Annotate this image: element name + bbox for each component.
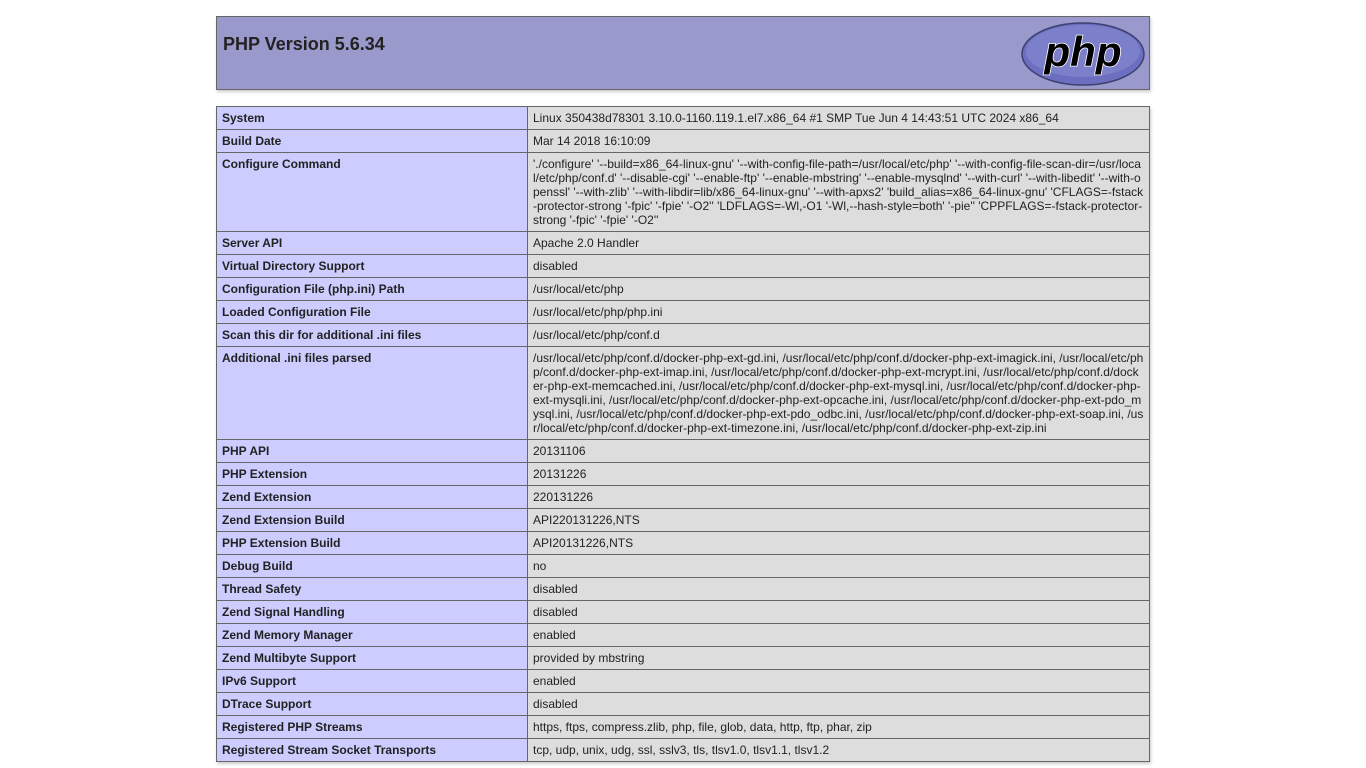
row-value: './configure' '--build=x86_64-linux-gnu' '--with-config-file-path=/usr/local/etc/php' '--with-config-file-scan-dir=/usr/local/etc/php/conf.d' '--disable-cgi' '--enable-ftp' '--enable-mbstring' '--enable-mysqlnd' '--with-curl' '--with-libedit' '--with-openssl' '--with-zlib' '--with-libdir=lib/x86_64-linux-gnu' '--with-apxs2' 'build_alias=x86_64-linux-gnu' 'CFLAGS=-fstack-protector-strong '-fpic' '-fpie' '-O2'' 'LDFLAGS=-Wl,-O1 '-Wl,--hash-style=both' '-pie'' 'CPPFLAGS=-fstack-protector-strong '-fpic' '-fpie' '-O2'' (528, 153, 1150, 232)
row-label: Scan this dir for additional .ini files (217, 324, 528, 347)
row-value: 20131106 (528, 440, 1150, 463)
row-value: /usr/local/etc/php/conf.d (528, 324, 1150, 347)
phpinfo-container (216, 16, 1150, 757)
row-label: PHP API (217, 440, 528, 463)
row-label: Zend Memory Manager (217, 624, 528, 647)
row-label: IPv6 Support (217, 670, 528, 693)
row-value: enabled (528, 670, 1150, 693)
table-row (217, 739, 1150, 762)
row-value: disabled (528, 601, 1150, 624)
table-row (217, 347, 1150, 440)
row-label: Additional .ini files parsed (217, 347, 528, 440)
table-row (217, 693, 1150, 716)
row-value: /usr/local/etc/php (528, 278, 1150, 301)
table-row (217, 716, 1150, 739)
row-label: Loaded Configuration File (217, 301, 528, 324)
row-label: Zend Extension Build (217, 509, 528, 532)
row-value: disabled (528, 578, 1150, 601)
php-logo-link[interactable] (1021, 21, 1145, 87)
row-value: Mar 14 2018 16:10:09 (528, 130, 1150, 153)
row-label: PHP Extension Build (217, 532, 528, 555)
row-value: enabled (528, 624, 1150, 647)
row-label: Configure Command (217, 153, 528, 232)
row-value: https, ftps, compress.zlib, php, file, glob, data, http, ftp, phar, zip (528, 716, 1150, 739)
row-value: /usr/local/etc/php/php.ini (528, 301, 1150, 324)
row-label: Registered PHP Streams (217, 716, 528, 739)
row-value: API220131226,NTS (528, 509, 1150, 532)
row-label: Thread Safety (217, 578, 528, 601)
row-label: Configuration File (php.ini) Path (217, 278, 528, 301)
row-label: Zend Extension (217, 486, 528, 509)
table-row (217, 107, 1150, 130)
table-row (217, 532, 1150, 555)
php-logo-text: php (1044, 28, 1122, 75)
row-value: provided by mbstring (528, 647, 1150, 670)
table-row (217, 601, 1150, 624)
row-value: API20131226,NTS (528, 532, 1150, 555)
table-row (217, 624, 1150, 647)
row-value: Linux 350438d78301 3.10.0-1160.119.1.el7.x86_64 #1 SMP Tue Jun 4 14:43:51 UTC 2024 x86_64 (528, 107, 1150, 130)
table-row (217, 440, 1150, 463)
row-label: PHP Extension (217, 463, 528, 486)
row-label: Virtual Directory Support (217, 255, 528, 278)
table-row (217, 463, 1150, 486)
table-row (217, 301, 1150, 324)
row-label: Build Date (217, 130, 528, 153)
table-row (217, 255, 1150, 278)
table-row (217, 232, 1150, 255)
table-row (217, 486, 1150, 509)
version-header (216, 16, 1150, 90)
row-value: no (528, 555, 1150, 578)
table-row (217, 670, 1150, 693)
table-row (217, 555, 1150, 578)
row-value: Apache 2.0 Handler (528, 232, 1150, 255)
row-value: tcp, udp, unix, udg, ssl, sslv3, tls, tlsv1.0, tlsv1.1, tlsv1.2 (528, 739, 1150, 762)
page-title: PHP Version 5.6.34 (223, 34, 385, 54)
row-label: System (217, 107, 528, 130)
row-label: DTrace Support (217, 693, 528, 716)
row-label: Zend Multibyte Support (217, 647, 528, 670)
row-label: Registered Stream Socket Transports (217, 739, 528, 762)
table-row (217, 130, 1150, 153)
table-row (217, 647, 1150, 670)
table-row (217, 153, 1150, 232)
row-value: 220131226 (528, 486, 1150, 509)
row-label: Zend Signal Handling (217, 601, 528, 624)
row-value: disabled (528, 255, 1150, 278)
table-row (217, 578, 1150, 601)
table-row (217, 278, 1150, 301)
row-value: /usr/local/etc/php/conf.d/docker-php-ext-gd.ini, /usr/local/etc/php/conf.d/docker-php-ext-imagick.ini, /usr/local/etc/php/conf.d/docker-php-ext-imap.ini, /usr/local/etc/php/conf.d/docker-php-ext-mcrypt.ini, /usr/local/etc/php/conf.d/docker-php-ext-memcached.ini, /usr/local/etc/php/conf.d/docker-php-ext-mysql.ini, /usr/local/etc/php/conf.d/docker-php-ext-mysqli.ini, /usr/local/etc/php/conf.d/docker-php-ext-opcache.ini, /usr/local/etc/php/conf.d/docker-php-ext-pdo_mysql.ini, /usr/local/etc/php/conf.d/docker-php-ext-pdo_odbc.ini, /usr/local/etc/php/conf.d/docker-php-ext-soap.ini, /usr/local/etc/php/conf.d/docker-php-ext-timezone.ini, /usr/local/etc/php/conf.d/docker-php-ext-zip.ini (528, 347, 1150, 440)
php-logo-icon (1021, 21, 1145, 87)
row-label: Debug Build (217, 555, 528, 578)
row-value: disabled (528, 693, 1150, 716)
row-value: 20131226 (528, 463, 1150, 486)
row-label: Server API (217, 232, 528, 255)
table-row (217, 509, 1150, 532)
info-table (216, 106, 1150, 762)
table-row (217, 324, 1150, 347)
